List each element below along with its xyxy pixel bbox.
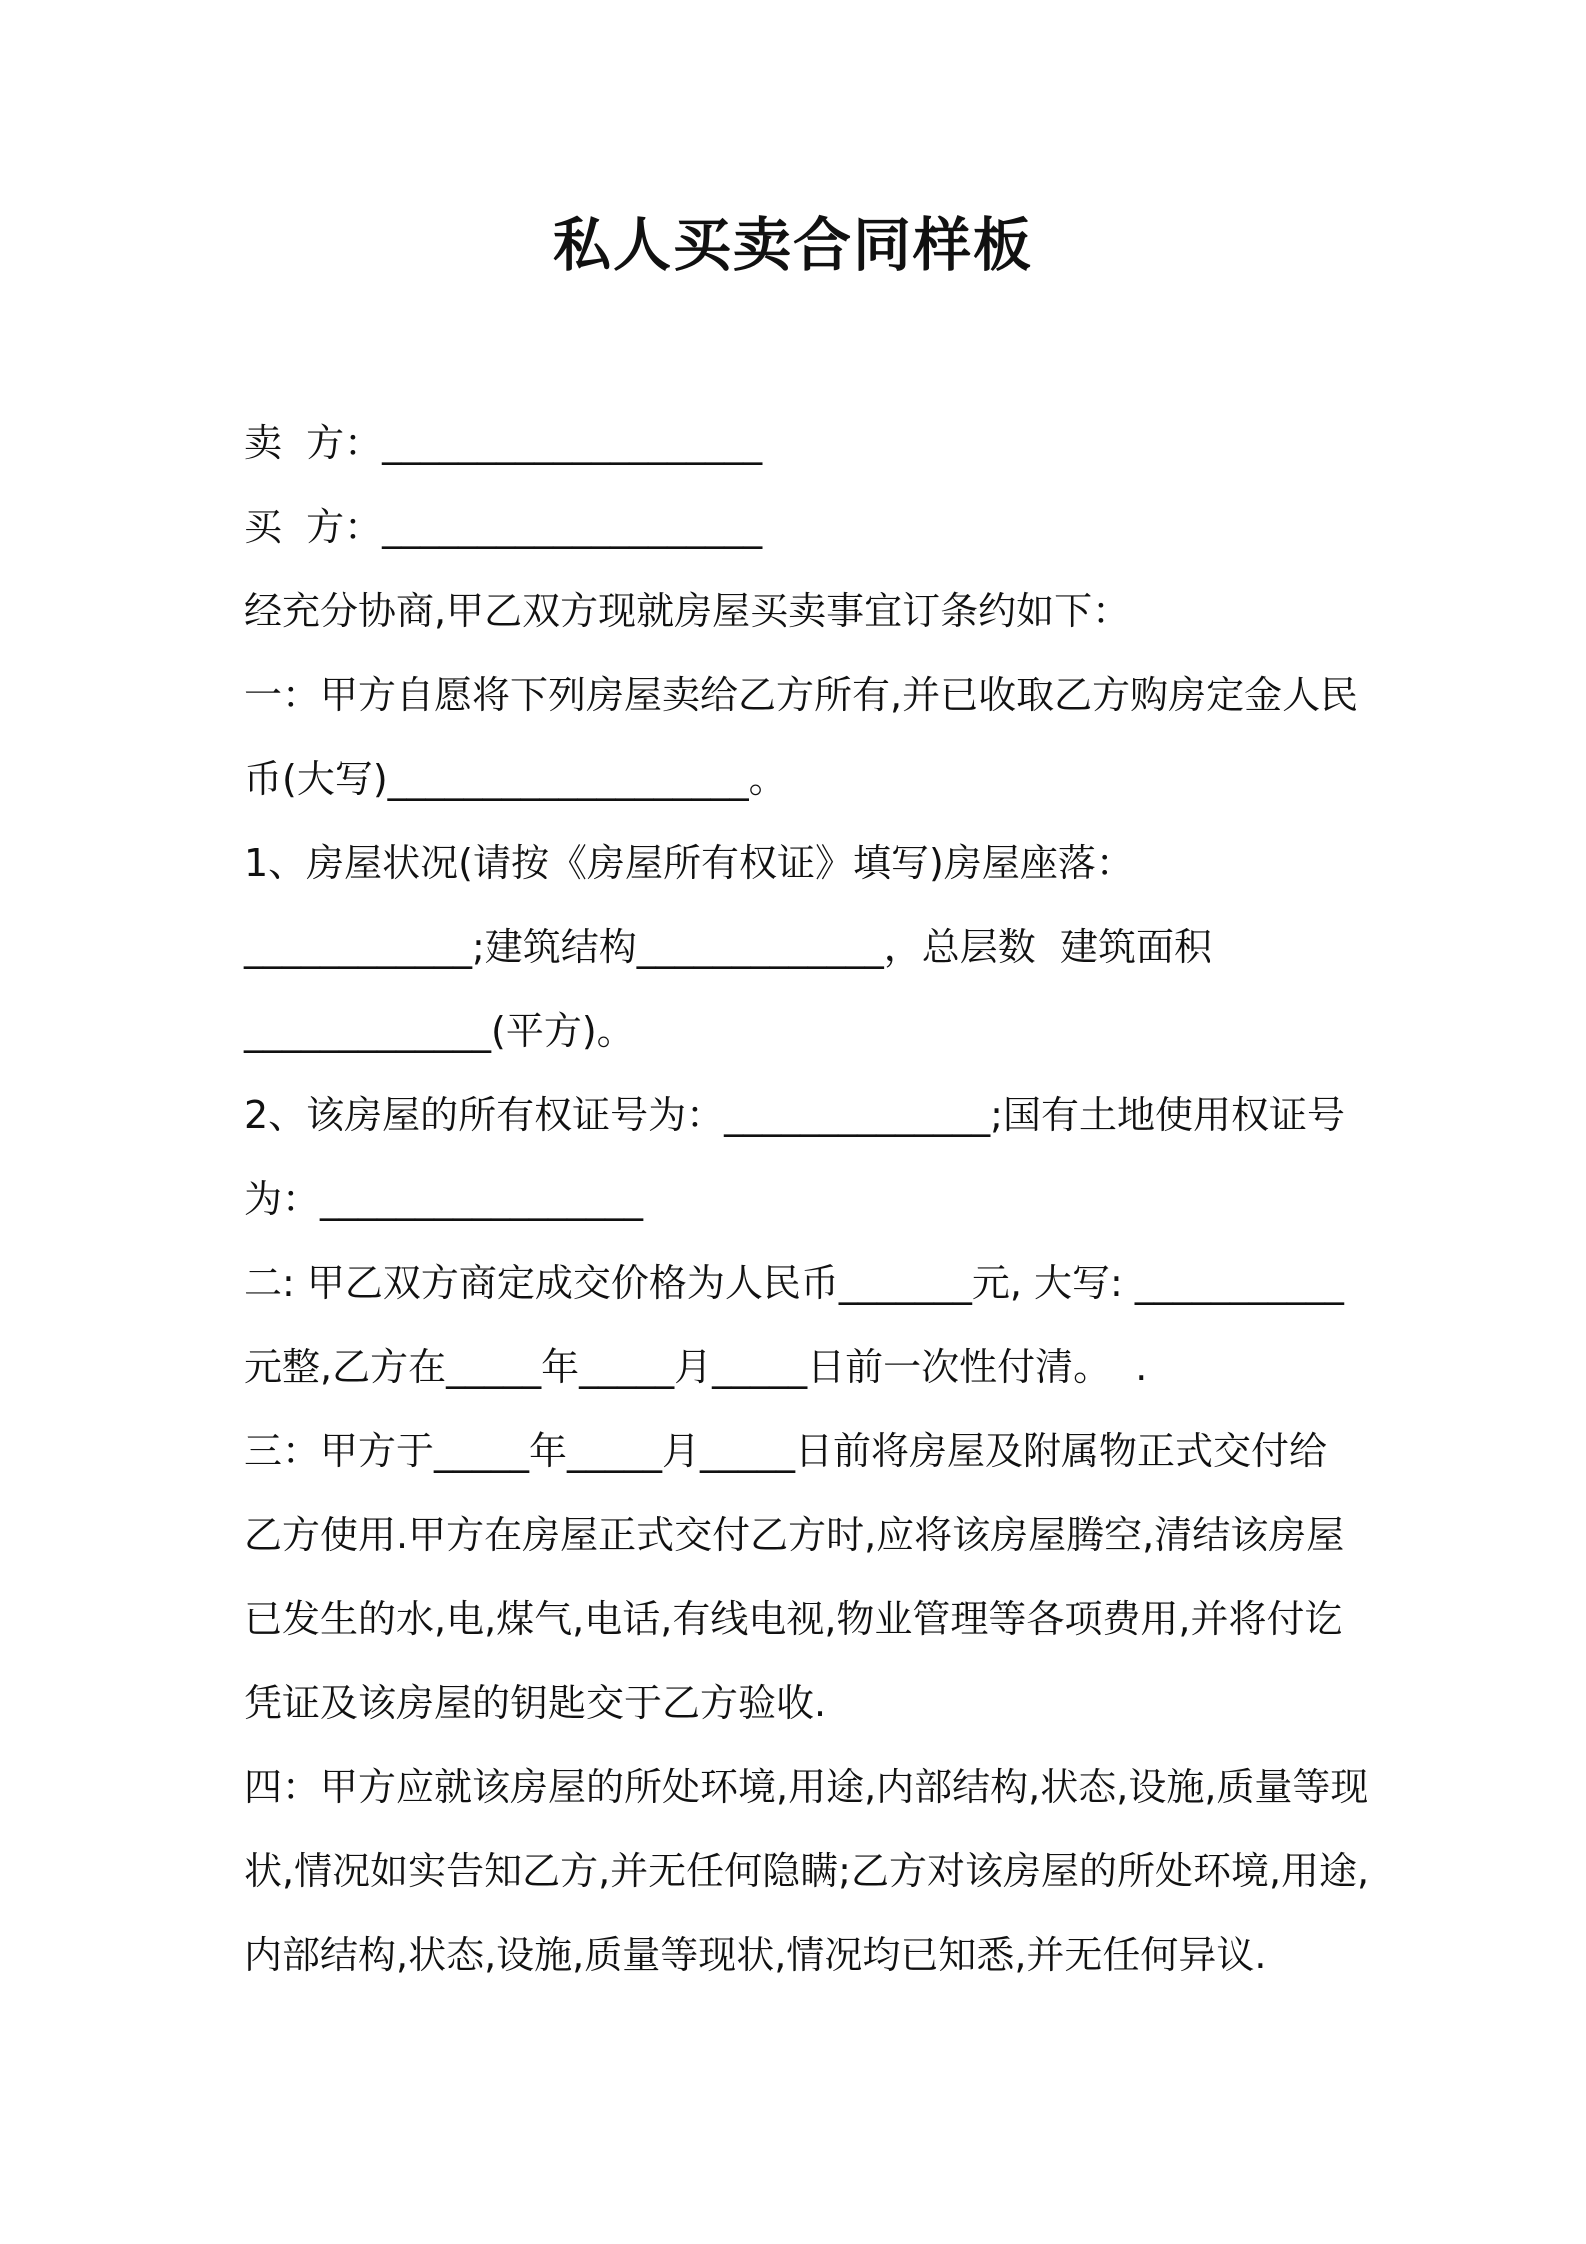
seller-line: 卖 方：____________________ (244, 421, 763, 465)
clause-4-line-2: 状,情况如实告知乙方,并无任何隐瞒;乙方对该房屋的所处环境,用途, (244, 1849, 1370, 1893)
clause-4-line-1: 四：甲方应就该房屋的所处环境,用途,内部结构,状态,设施,质量等现 (244, 1765, 1369, 1809)
clause-3-line-2: 乙方使用.甲方在房屋正式交付乙方时,应将该房屋腾空,清结该房屋 (244, 1513, 1345, 1557)
clause-3-line-3: 已发生的水,电,煤气,电话,有线电视,物业管理等各项费用,并将付讫 (244, 1597, 1343, 1641)
intro-line: 经充分协商,甲乙双方现就房屋买卖事宜订条约如下： (244, 589, 1131, 633)
property-status-line-2: ____________;建筑结构_____________，总层数 建筑面积 (244, 925, 1212, 969)
document-title: 私人买卖合同样板 (552, 211, 1033, 279)
clause-2-line-2: 元整,乙方在_____年_____月_____日前一次性付清。 . (244, 1345, 1148, 1389)
clause-1-line-2: 币(大写)___________________。 (244, 757, 787, 801)
certificate-line-2: 为：_________________ (244, 1177, 644, 1221)
clause-1-line-1: 一：甲方自愿将下列房屋卖给乙方所有,并已收取乙方购房定金人民 (244, 673, 1359, 717)
certificate-line-1: 2、该房屋的所有权证号为：______________;国有土地使用权证号 (244, 1093, 1345, 1137)
clause-3-line-1: 三：甲方于_____年_____月_____日前将房屋及附属物正式交付给 (244, 1429, 1328, 1473)
buyer-line: 买 方：____________________ (244, 505, 763, 549)
property-status-line-1: 1、房屋状况(请按《房屋所有权证》填写)房屋座落： (244, 841, 1134, 885)
clause-2-line-1: 二: 甲乙双方商定成交价格为人民币_______元, 大写: ___________ (244, 1261, 1344, 1305)
contract-body (244, 401, 1384, 1997)
property-status-line-3: _____________(平方)。 (244, 1009, 635, 1053)
clause-3-line-4: 凭证及该房屋的钥匙交于乙方验收. (244, 1681, 827, 1725)
clause-4-line-3: 内部结构,状态,设施,质量等现状,情况均已知悉,并无任何异议. (244, 1933, 1267, 1977)
